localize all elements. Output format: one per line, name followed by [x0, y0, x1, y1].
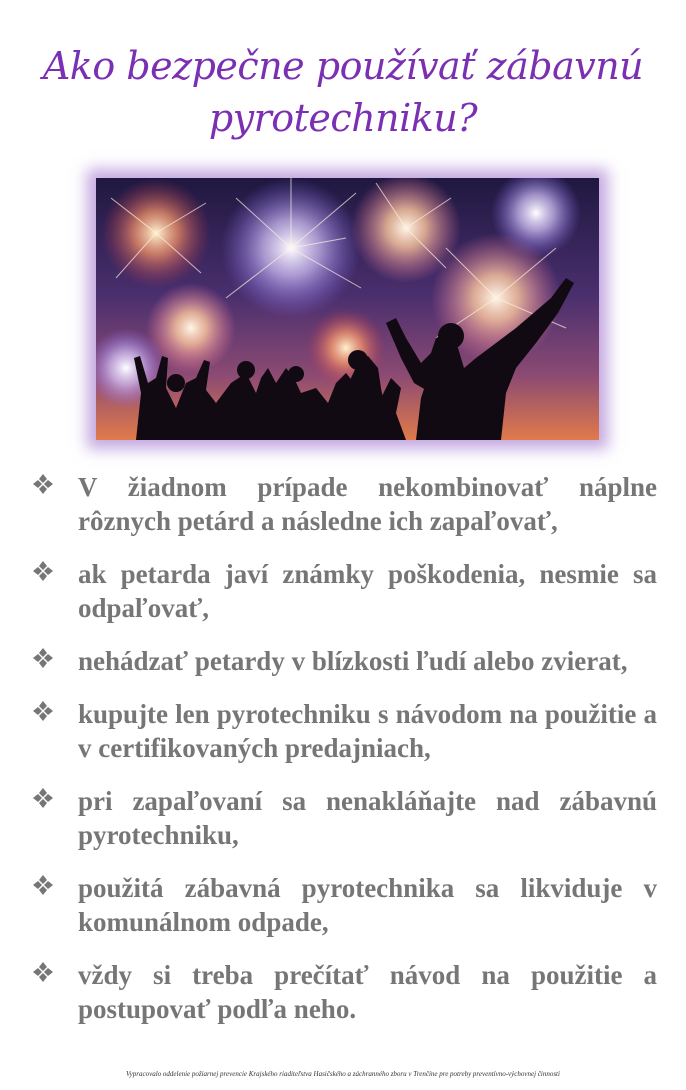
title-line-1: Ako bezpečne používať zábavnú: [42, 44, 644, 88]
list-item-text: použitá zábavná pyrotechnika sa likviduje v komunálnom odpade,: [78, 873, 657, 937]
fireworks-photo: [96, 178, 599, 440]
four-diamond-bullet-icon: [32, 560, 54, 582]
footer-note: Vypracovalo oddelenie požiarnej prevencie Krajského riaditeľstva Hasičského a záchranného zboru v Trenčíne pre potreby preventívno-výchovnej činnosti: [126, 1070, 560, 1078]
list-item: [32, 871, 657, 939]
list-item: [32, 470, 657, 538]
list-item: [32, 958, 657, 1026]
four-diamond-bullet-icon: [32, 647, 54, 669]
four-diamond-bullet-icon: [32, 473, 54, 495]
page-title: [40, 40, 646, 144]
list-item-text: vždy si treba prečítať návod na použitie a postupovať podľa neho.: [78, 960, 657, 1024]
list-item-text: ak petarda javí známky poškodenia, nesmie sa odpaľovať,: [78, 559, 657, 623]
list-item: [32, 557, 657, 625]
safety-tips-list: [32, 470, 657, 1045]
list-item-text: kupujte len pyrotechniku s návodom na použitie a v certifikovaných predajniach,: [78, 699, 657, 763]
fireworks-crowd-image: [96, 178, 599, 440]
list-item: [32, 697, 657, 765]
list-item-text: nehádzať petardy v blízkosti ľudí alebo zvierat,: [78, 646, 628, 676]
list-item-text: V žiadnom prípade nekombinovať náplne rôznych petárd a následne ich zapaľovať,: [78, 472, 657, 536]
four-diamond-bullet-icon: [32, 700, 54, 722]
four-diamond-bullet-icon: [32, 874, 54, 896]
title-line-2: pyrotechniku?: [208, 96, 478, 140]
list-item: [32, 784, 657, 852]
list-item: [32, 644, 657, 678]
four-diamond-bullet-icon: [32, 787, 54, 809]
list-item-text: pri zapaľovaní sa nenakláňajte nad zábavnú pyrotechniku,: [78, 786, 657, 850]
four-diamond-bullet-icon: [32, 961, 54, 983]
